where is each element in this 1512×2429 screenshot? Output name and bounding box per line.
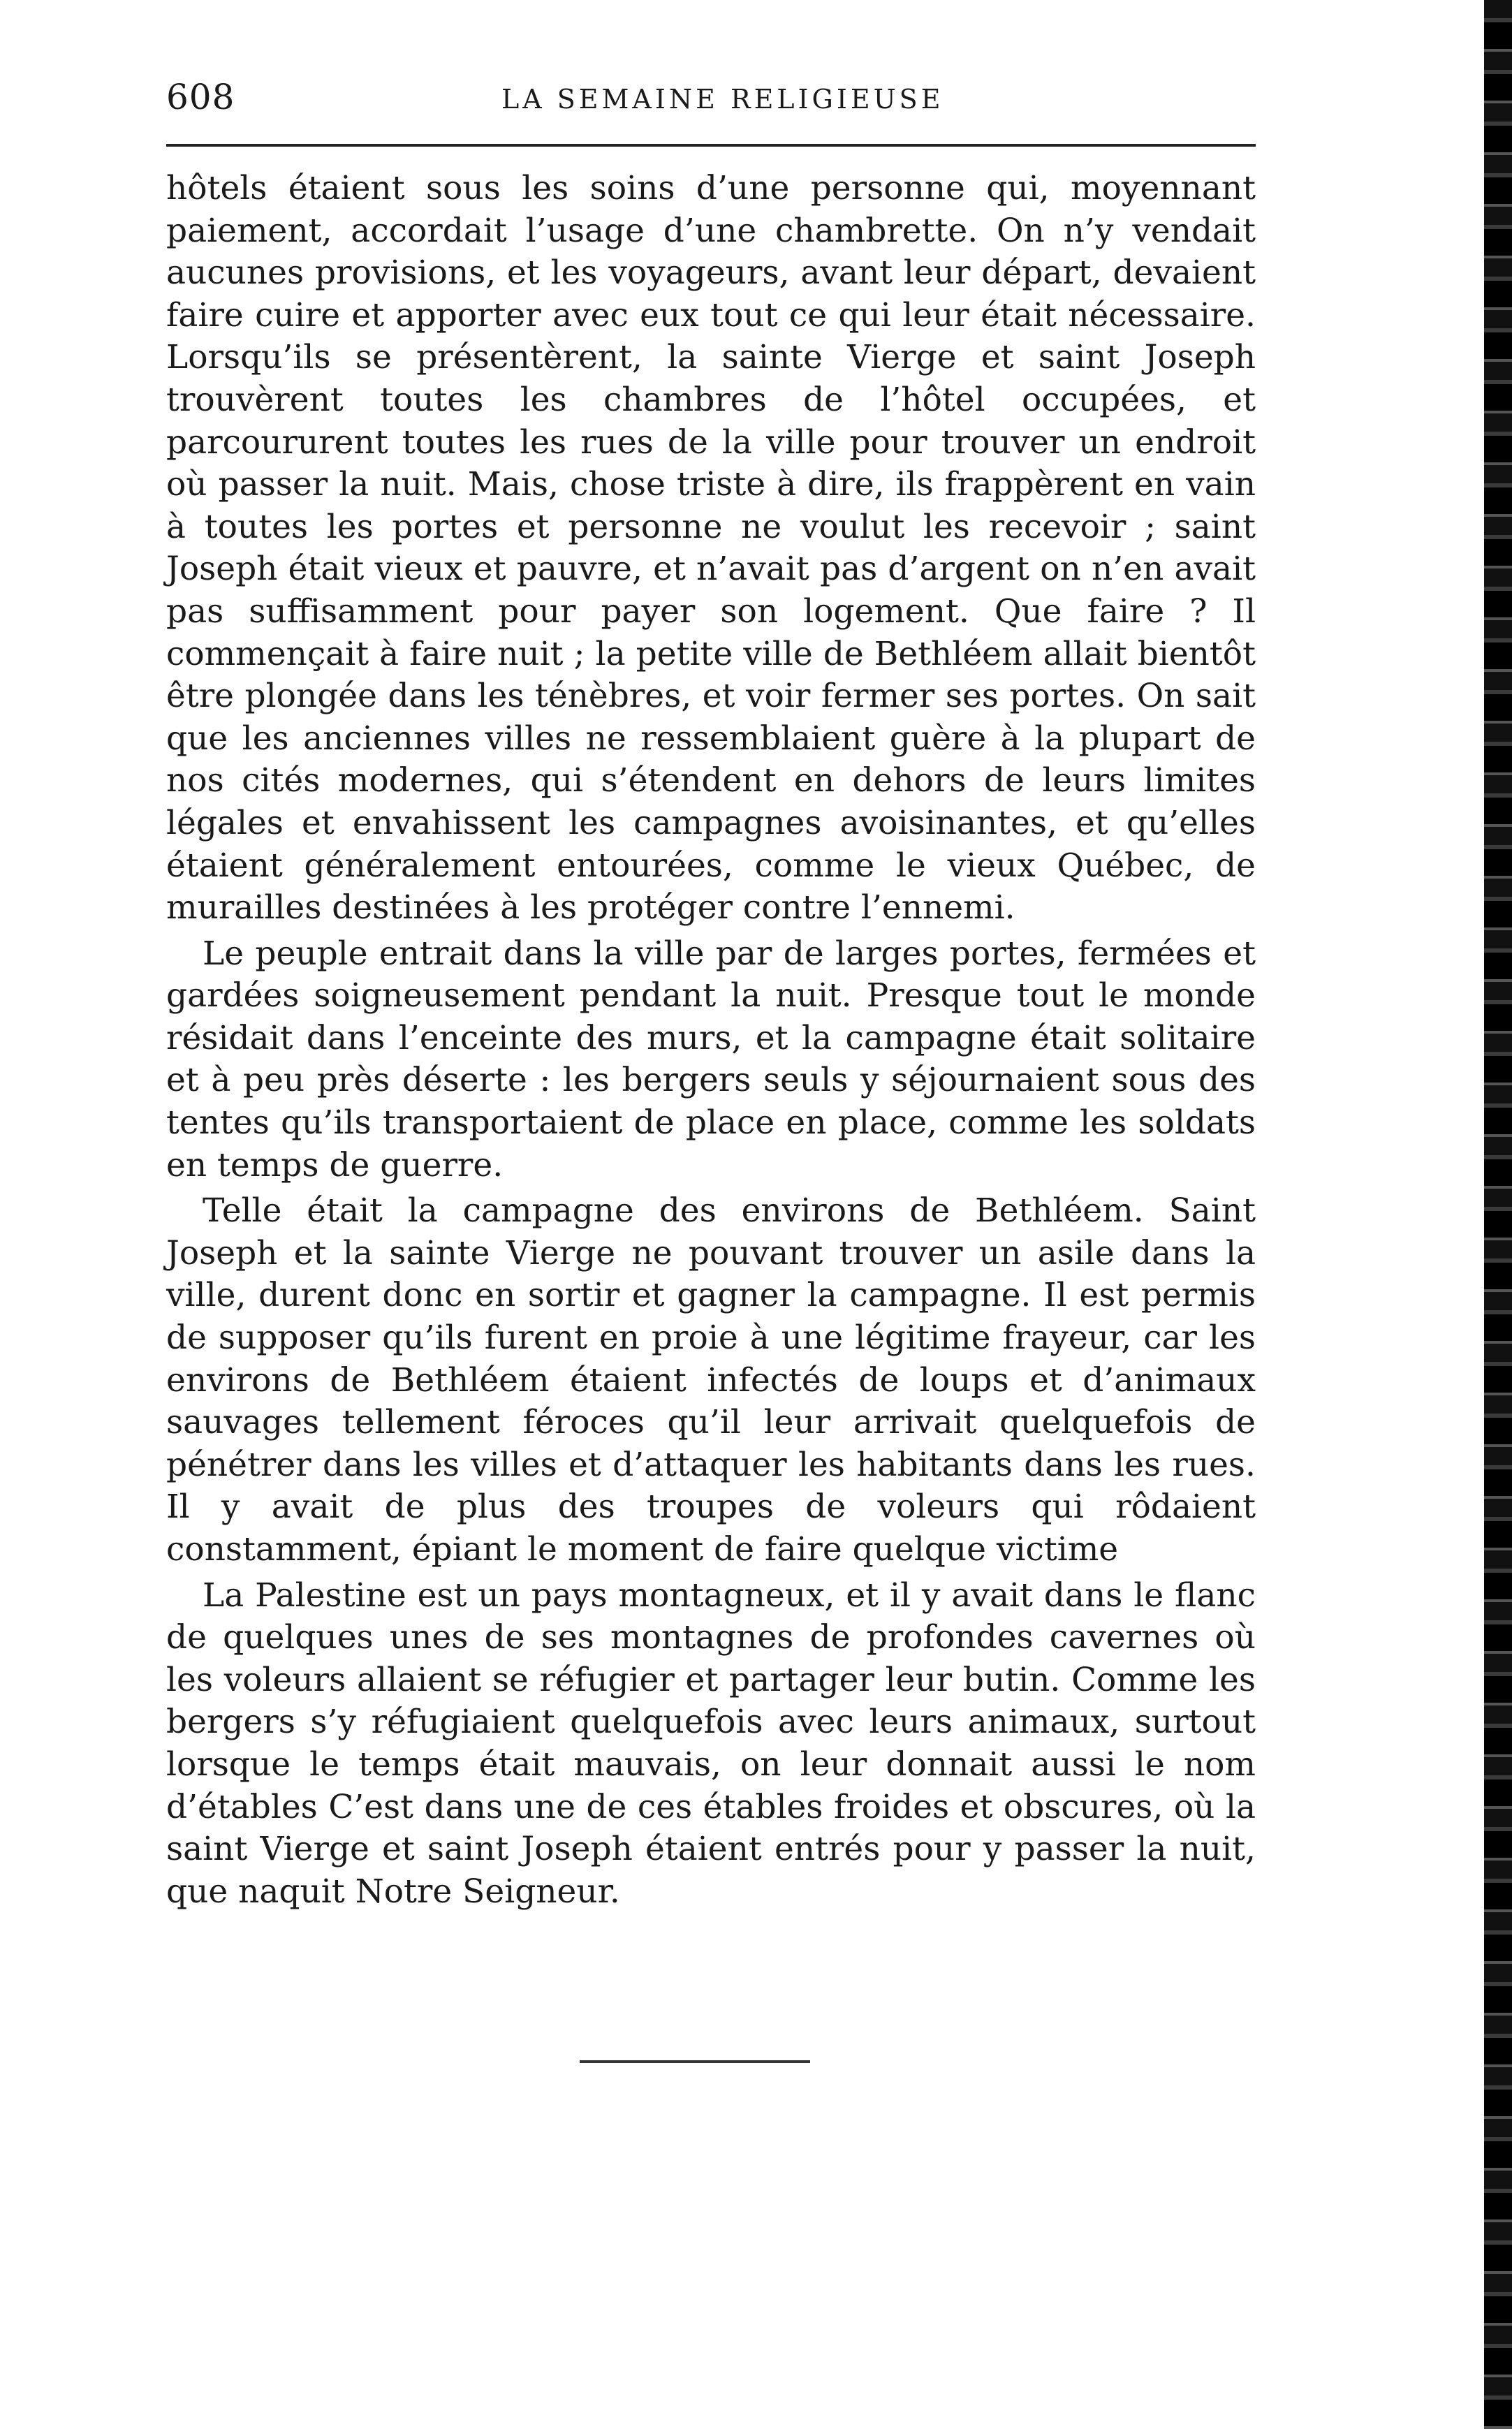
body-text bbox=[166, 168, 1256, 1916]
paragraph-4: La Palestine est un pays montagneux, et il y avait dans le flanc de quelques unes de ses montagnes de profondes cavernes où les voleurs allaient se réfugier et partager leur butin. Comme les bergers s’y réfugiaient quelquefois avec leurs animaux, surtout lorsque le temps était mauvais, on leur donnait aussi le nom d’étables C’est dans une de ces étables froides et obscures, où la saint Vierge et saint Joseph étaient entrés pour y passer la nuit, que naquit Notre Seigneur. bbox=[166, 1576, 1256, 1911]
running-title: LA SEMAINE RELIGIEUSE bbox=[501, 84, 944, 115]
page-number: 608 bbox=[166, 77, 235, 117]
scan-edge bbox=[1484, 0, 1512, 2429]
paragraph-3: Telle était la campagne des environs de Bethléem. Saint Joseph et la sainte Vierge ne pouvant trouver un asile dans la ville, durent donc en sortir et gagner la campagne. Il est permis de supposer qu’ils furent en proie à une légitime frayeur, car les environs de Bethléem étaient infectés de loups et d’animaux sauvages tellement féroces qu’il leur arrivait quelquefois de pénétrer dans les villes et d’attaquer les habitants dans les rues. Il y avait de plus des troupes de voleurs qui rôdaient constamment, épiant le moment de faire quelque victime bbox=[166, 1191, 1256, 1569]
paragraph-1: hôtels étaient sous les soins d’une personne qui, moyennant paiement, accordait l’usage d’une chambrette. On n’y vendait aucunes provisions, et les voyageurs, avant leur départ, devaient faire cuire et apporter avec eux tout ce qui leur était nécessaire. Lorsqu’ils se présentèrent, la sainte Vierge et saint Joseph trouvèrent toutes les chambres de l’hôtel occupées, et parcoururent toutes les rues de la ville pour trouver un endroit où passer la nuit. Mais, chose triste à dire, ils frappèrent en vain à toutes les portes et personne ne voulut les recevoir ; saint Joseph était vieux et pauvre, et n’avait pas d’argent on n’en avait pas suffisamment pour payer son logement. Que faire ? Il commençait à faire nuit ; la petite ville de Bethléem allait bientôt être plongée dans les ténèbres, et voir fermer ses portes. On sait que les anciennes villes ne ressemblaient guère à la plupart de nos cités modernes, qui s’étendent en dehors de leurs limites légales et envahissent les campagnes avoisinantes, et qu’elles étaient généralement entourées, comme le vieux Québec, de murailles destinées à les protéger contre l’ennemi. bbox=[166, 169, 1256, 927]
end-rule bbox=[580, 2060, 810, 2063]
page-header bbox=[166, 77, 1256, 126]
header-rule bbox=[166, 144, 1256, 147]
paragraph-2: Le peuple entrait dans la ville par de larges portes, fermées et gardées soigneusement pendant la nuit. Presque tout le monde résidait dans l’enceinte des murs, et la campagne était solitaire et à peu près déserte : les bergers seuls y séjournaient sous des tentes qu’ils transportaient de place en place, comme les soldats en temps de guerre. bbox=[166, 934, 1256, 1184]
